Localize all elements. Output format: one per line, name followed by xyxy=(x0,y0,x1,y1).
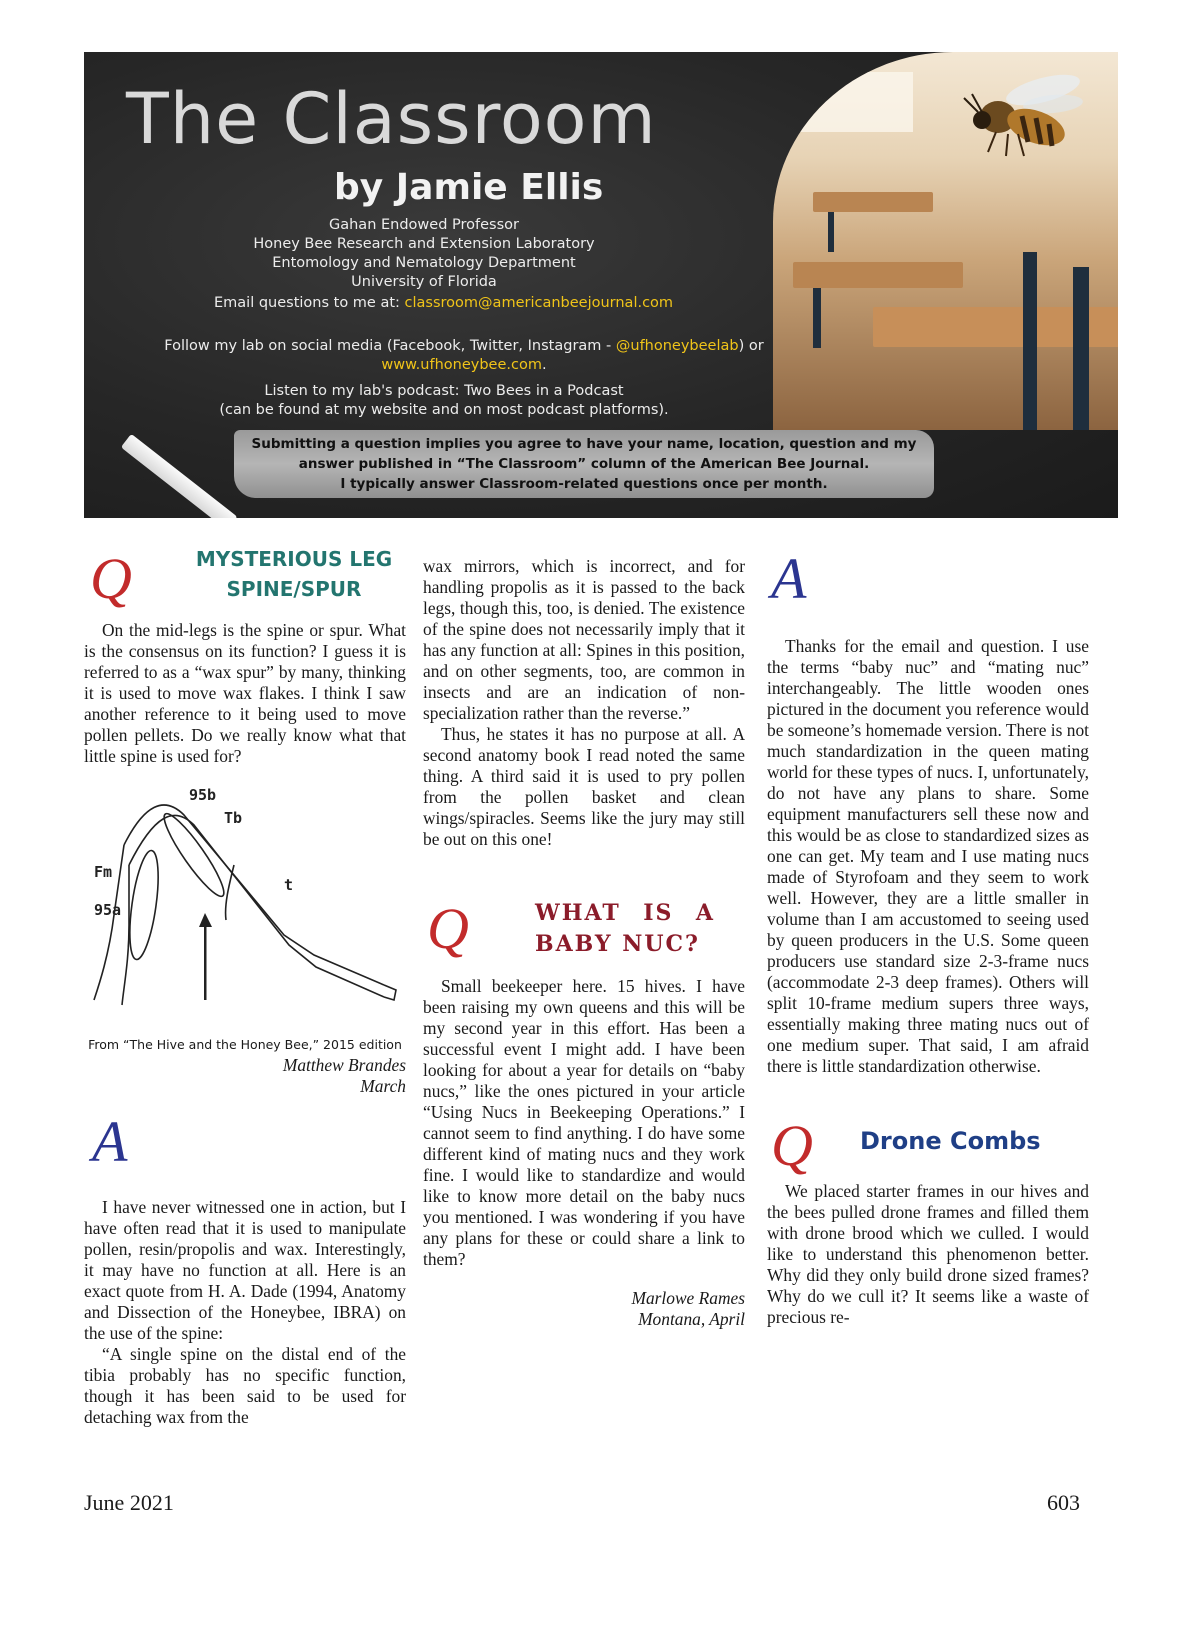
q3-title: Drone Combs xyxy=(860,1127,1041,1155)
q2-title: WHAT IS A BABY NUC? xyxy=(535,900,715,957)
bee-leg-figure xyxy=(84,785,406,1055)
label-t: t xyxy=(284,876,294,894)
bee-leg-diagram xyxy=(84,785,406,1025)
q2-heading xyxy=(423,896,745,976)
email-link[interactable]: classroom@americanbeejournal.com xyxy=(404,295,674,311)
label-95a: 95a xyxy=(94,901,122,919)
notice-line: Submitting a question implies you agree to have your name, location, question and my xyxy=(251,436,917,452)
figure-caption: From “The Hive and the Honey Bee,” 2015 edition xyxy=(88,1037,402,1052)
q1-signature-name: Matthew Brandes xyxy=(282,1055,406,1075)
q1-signature-place: March xyxy=(360,1076,406,1096)
chalk-image xyxy=(121,434,238,518)
follow-mid: ) or xyxy=(738,338,764,354)
page-number: 603 xyxy=(1047,1490,1080,1515)
follow-prefix: Follow my lab on social media (Facebook, Twitter, Instagram - xyxy=(164,338,616,354)
q3-heading xyxy=(767,1113,1089,1181)
author-credentials xyxy=(144,216,704,292)
q3-question-text: We placed starter frames in our hives and the bees pulled drone frames and filled them with drone brood which we culled. I would like to understand this phenomenon better. Why did they only build drone sized frames? Why do we cull it? It seems like a waste of precious re- xyxy=(767,1181,1089,1327)
credential-line: Entomology and Nematology Department xyxy=(272,255,576,271)
q1-answer-quote-cont: wax mirrors, which is incorrect, and for handling propolis as it is passed to the back legs, though this, too, is denied. The existence of the spine does not necessarily imply that it has any function at all: Spines in this position, and on other segments, too, are common in insects and are an indication of non-specialization rather than the reverse.” xyxy=(423,556,745,723)
q1-answer-conclusion: Thus, he states it has no purpose at all. A second anatomy book I read noted the same thing. A third said it is used to pry pollen from the pollen basket and clean wings/spiracles. Seems like the jury may still be out on this one! xyxy=(423,724,745,849)
podcast-line: Listen to my lab's podcast: Two Bees in a Podcast xyxy=(264,383,624,399)
q2-signature-place: Montana, April xyxy=(638,1309,745,1329)
bee-image xyxy=(958,72,1098,162)
q1-answer-quote: “A single spine on the distal end of the tibia probably has no specific function, though it has been said to be used for detaching wax from the xyxy=(84,1344,406,1427)
q1-title: MYSTERIOUS LEG SPINE/SPUR xyxy=(195,547,393,601)
website-link[interactable]: www.ufhoneybee.com xyxy=(381,357,542,373)
question-mark-icon: Q xyxy=(771,1113,813,1178)
q1-answer-text: I have never witnessed one in action, but I have often read that it is used to manipulate pollen, resin/propolis and wax. Interestingly, it may have no function at all. Here is an exact quote from H. A. Dade (1994, Anatomy and Dissection of the Honeybee, IBRA) on the use of the spine: xyxy=(84,1197,406,1343)
podcast-info xyxy=(194,382,694,420)
q2-question-text: Small beekeeper here. 15 hives. I have been raising my own queens and this will be my second year in this effort. Has been a successful event I might add. I have been looking for about a year for details on “baby nucs,” like the ones pictured in your article “Using Nucs in Beekeeping Operations.” I cannot seem to find anything. I do have some different kind of mating nucs and they work fine. I would like to standardize and would like to know more detail on the baby nucs you mentioned. I was wondering if you have any plans for these or could share a link to them? xyxy=(423,976,745,1269)
notice-line: I typically answer Classroom-related questions once per month. xyxy=(340,476,828,492)
label-fm: Fm xyxy=(94,863,113,881)
column-banner xyxy=(84,52,1118,518)
follow-end: . xyxy=(541,357,547,373)
social-line xyxy=(154,337,774,375)
question-mark-icon: Q xyxy=(427,896,469,961)
q1-heading xyxy=(84,540,406,620)
column-1 xyxy=(84,540,406,1428)
email-prefix: Email questions to me at: xyxy=(214,295,405,311)
q2-signature-name: Marlowe Rames xyxy=(631,1288,745,1308)
q2-answer-text: Thanks for the email and question. I use the terms “baby nuc” and “mating nuc” interchangeably. The little wooden ones pictured in the document you reference would be someone’s homemade version. There is not much standardization in the queen mating world for these types of nucs. I, unfortunately, do not have any plans to share. Some equipment manufacturers sell these now and this would be as close to standardized sizes as one can get. My team and I use mating nucs made of Styrofoam and they seem to work well. However, they are a little smaller in volume than I am accustomed to seeing used by queen producers in the U.S. Some queen producers use standard size 2-3-frame nucs (accommodate 2-3 deep frames). Others will split 10-frame medium supers three ways, essentially making three mating nucs out of one medium super. That said, I am afraid there is little standardization otherwise. xyxy=(767,636,1089,1076)
email-line xyxy=(214,295,673,311)
credential-line: Gahan Endowed Professor xyxy=(329,217,519,233)
credential-line: University of Florida xyxy=(351,274,497,290)
banner-author: by Jamie Ellis xyxy=(334,167,604,208)
credential-line: Honey Bee Research and Extension Laboratory xyxy=(253,236,595,252)
q1-question-text: On the mid-legs is the spine or spur. What is the consensus on its function? I guess it is referred to as a “wax spur” by many, thinking it is used to move wax flakes. I think I saw another reference to it being used to move pollen pellets. Do we really know what that little spine is used for? xyxy=(84,620,406,766)
answer-mark-icon: A xyxy=(771,546,807,611)
social-handle-link[interactable]: @ufhoneybeelab xyxy=(615,338,739,354)
label-95b: 95b xyxy=(189,786,217,804)
banner-title: The Classroom xyxy=(126,78,657,160)
column-2 xyxy=(423,556,745,1330)
podcast-line: (can be found at my website and on most podcast platforms). xyxy=(219,402,669,418)
submission-notice xyxy=(234,430,934,498)
issue-date: June 2021 xyxy=(84,1490,174,1515)
answer-mark-icon: A xyxy=(92,1109,128,1174)
column-3 xyxy=(767,546,1089,1328)
label-tb: Tb xyxy=(224,809,243,827)
question-mark-icon: Q xyxy=(90,546,132,611)
notice-line: answer published in “The Classroom” column of the American Bee Journal. xyxy=(298,456,870,472)
